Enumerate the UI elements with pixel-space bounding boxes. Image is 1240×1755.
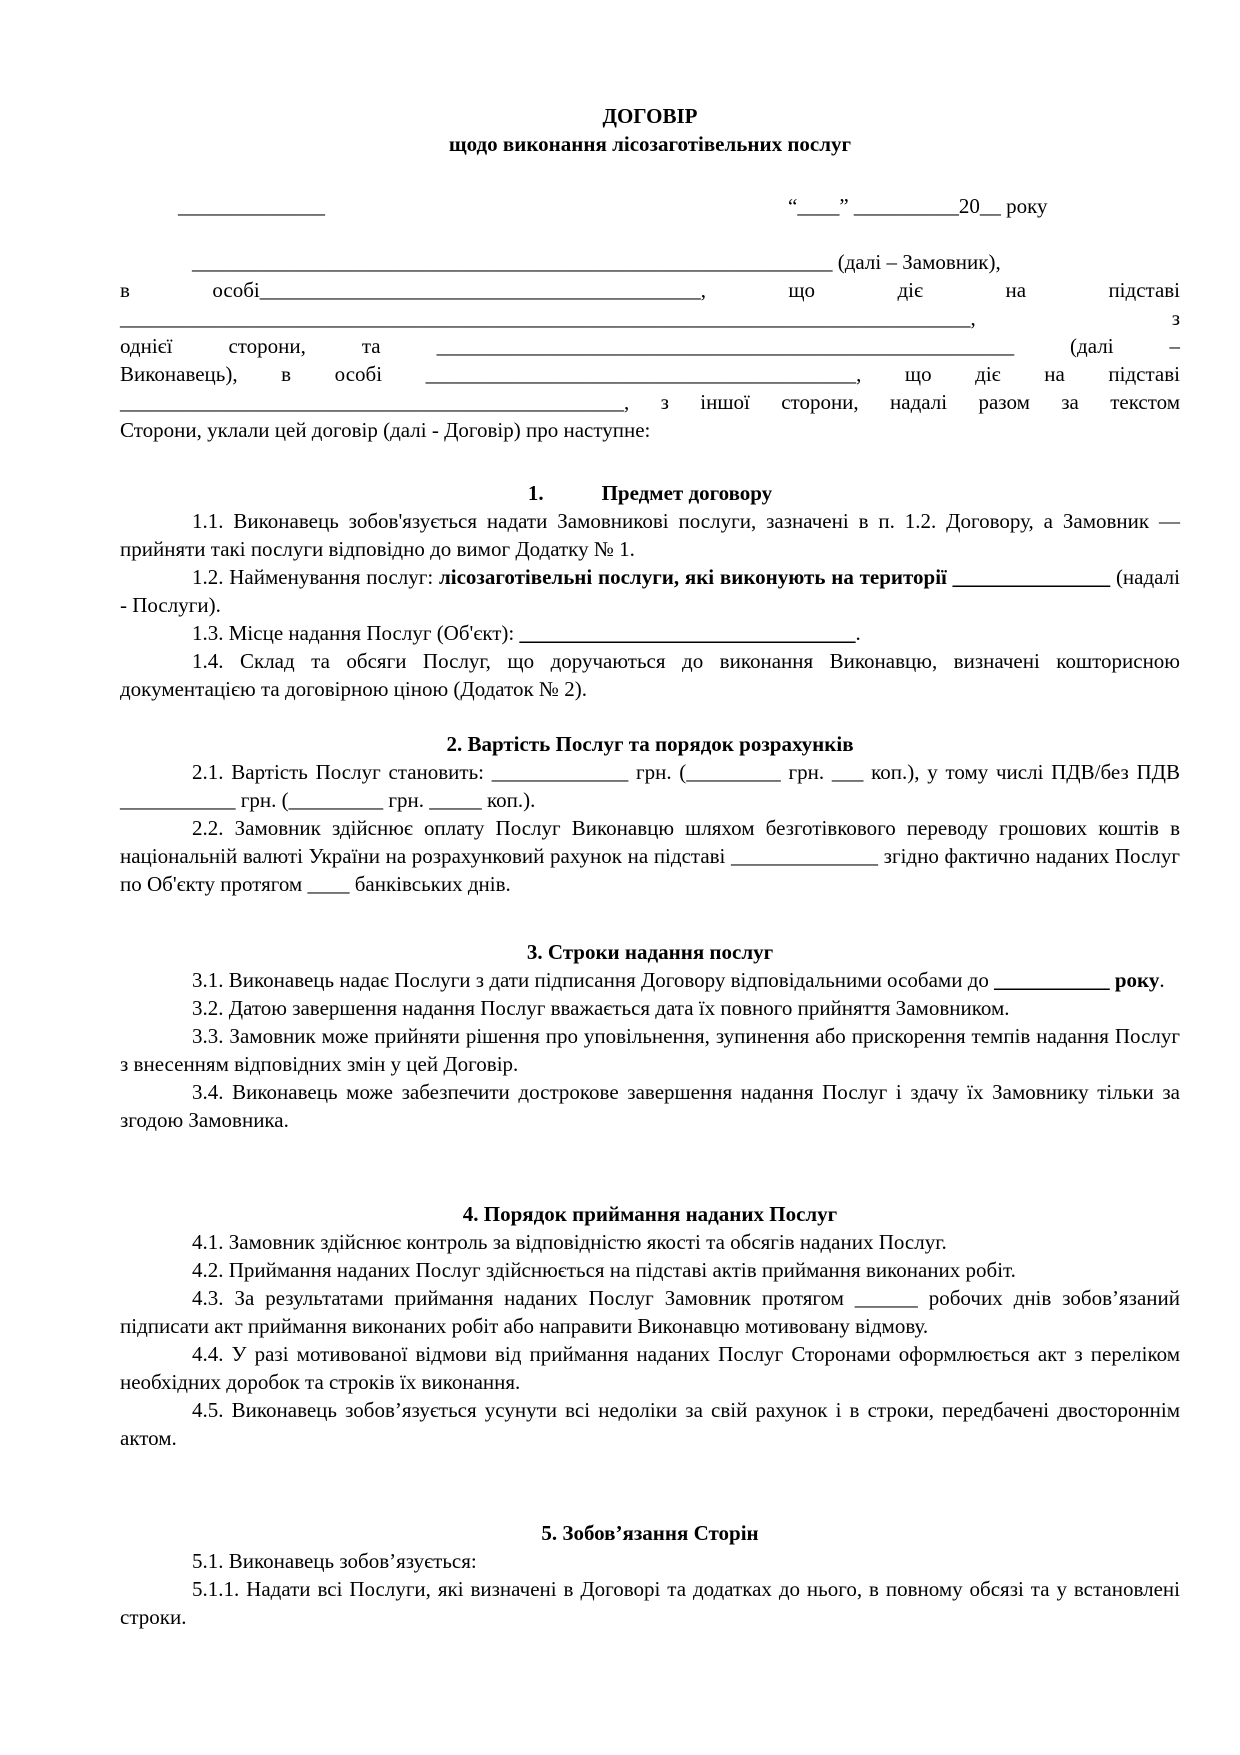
clause-1-3 xyxy=(120,619,1180,647)
clause-3-1 xyxy=(120,966,1180,994)
clause-bold-text: лісозаготівельні послуги, які виконують на території _______________ xyxy=(438,565,1111,589)
clause-text: (надалі - Послуги). xyxy=(120,565,1180,617)
clause-5-1-1: 5.1.1. Надати всі Послуги, які визначені в Договорі та додатках до нього, в повному обсязі та у встановлені строки. xyxy=(120,1577,1180,1629)
preamble-word: в xyxy=(120,278,130,302)
section-5 xyxy=(120,1519,1180,1631)
section-3-heading: 3. Строки надання послуг xyxy=(526,940,774,964)
clause-4-1: 4.1. Замовник здійснює контроль за відповідністю якості та обсягів наданих Послуг. xyxy=(192,1230,947,1254)
preamble-line-5: Виконавець), в особі _________________________________________, що діє на підставі xyxy=(120,362,1180,386)
section-3 xyxy=(120,938,1180,1134)
clause-text: 1.2. Найменування послуг: xyxy=(192,565,439,589)
clause-1-1: 1.1. Виконавець зобов'язується надати Замовникові послуги, зазначені в п. 1.2. Договору, а Замовник — прийняти такі послуги відповідно до вимог Додатку № 1. xyxy=(120,509,1180,561)
clause-2-2: 2.2. Замовник здійснює оплату Послуг Виконавцю шляхом безготівкового переводу грошових коштів в національній валюті України на розрахунковий рахунок на підставі ______________ згідно фактично наданих Послуг по Об'єкту протягом ____ банківських днів. xyxy=(120,816,1180,896)
section-4-heading: 4. Порядок приймання наданих Послуг xyxy=(462,1202,838,1226)
preamble-line-1: _____________________________________________________________ (далі – Замовник), xyxy=(192,250,1001,274)
preamble-word: діє xyxy=(897,278,924,302)
clause-4-4: 4.4. У разі мотивованої відмови від приймання наданих Послуг Сторонами оформлюється акт з переліком необхідних доробок та строків їх виконання. xyxy=(120,1342,1180,1394)
document-title: ДОГОВІР xyxy=(602,104,698,128)
place-date-row xyxy=(120,192,1180,220)
clause-4-3: 4.3. За результатами приймання наданих Послуг Замовник протягом ______ робочих днів зобов’язаний підписати акт приймання виконаних робіт або направити Виконавцю мотивовану відмову. xyxy=(120,1286,1180,1338)
preamble-word: що xyxy=(788,278,816,302)
section-2 xyxy=(120,730,1180,898)
section-1-heading xyxy=(120,479,1180,507)
preamble-word: на xyxy=(1005,278,1027,302)
clause-4-2: 4.2. Приймання наданих Послуг здійснюється на підставі актів приймання виконаних робіт. xyxy=(192,1258,1016,1282)
clause-text: . xyxy=(1159,968,1165,992)
preamble-word: _________________________________________________________________________________, xyxy=(120,306,976,330)
section-number: 1. xyxy=(527,481,544,505)
clause-1-2 xyxy=(120,563,1180,619)
preamble-word: особі__________________________________________, xyxy=(212,278,706,302)
clause-3-3: 3.3. Замовник може прийняти рішення про уповільнення, зупинення або прискорення темпів надання Послуг з внесенням відповідних змін у цей Договір. xyxy=(120,1024,1180,1076)
preamble-line-4: однієї сторони, та _______________________________________________________ (далі – xyxy=(120,334,1180,358)
clause-text: 1.3. Місце надання Послуг (Об'єкт): xyxy=(192,621,520,645)
section-4 xyxy=(120,1200,1180,1452)
document-subtitle: щодо виконання лісозаготівельних послуг xyxy=(448,132,852,156)
section-2-heading: 2. Вартість Послуг та порядок розрахунків xyxy=(446,732,854,756)
clause-text: 3.1. Виконавець надає Послуги з дати підписання Договору відповідальними особами до xyxy=(192,968,995,992)
deadline-blank: ___________ року xyxy=(994,968,1160,992)
section-title: Предмет договору xyxy=(601,481,773,505)
object-blank: ________________________________ xyxy=(519,621,856,645)
preamble-line-7: Сторони, уклали цей договір (далі - Договір) про наступне: xyxy=(120,418,651,442)
preamble-word: підставі xyxy=(1108,278,1181,302)
clause-3-4: 3.4. Виконавець може забезпечити дострокове завершення надання Послуг і здачу їх Замовнику тільки за згодою Замовника. xyxy=(120,1080,1180,1132)
clause-2-1: 2.1. Вартість Послуг становить: _____________ грн. (_________ грн. ___ коп.), у тому числі ПДВ/без ПДВ ___________ грн. (_________ грн. _____ коп.). xyxy=(120,760,1180,812)
section-1 xyxy=(120,479,1180,703)
clause-text: . xyxy=(855,621,861,645)
preamble-line-2 xyxy=(120,276,1180,304)
preamble-line-6: ________________________________________________, з іншої сторони, надалі разом за текстом xyxy=(120,390,1180,414)
preamble xyxy=(120,248,1180,444)
clause-3-2: 3.2. Датою завершення надання Послуг вважається дата їх повного прийняття Замовником. xyxy=(192,996,1010,1020)
contract-date: “____” __________20__ року xyxy=(788,194,1048,218)
place-blank: ______________ xyxy=(178,194,325,218)
preamble-line-3 xyxy=(120,304,1180,332)
section-5-heading: 5. Зобов’язання Сторін xyxy=(541,1521,759,1545)
clause-1-4: 1.4. Склад та обсяги Послуг, що доручаються до виконання Виконавцю, визначені кошторисною документацією та договірною ціною (Додаток № 2). xyxy=(120,649,1180,701)
clause-5-1: 5.1. Виконавець зобов’язується: xyxy=(192,1549,477,1573)
clause-4-5: 4.5. Виконавець зобов’язується усунути всі недоліки за свій рахунок і в строки, передбачені двостороннім актом. xyxy=(120,1398,1180,1450)
preamble-word: з xyxy=(1171,306,1180,330)
